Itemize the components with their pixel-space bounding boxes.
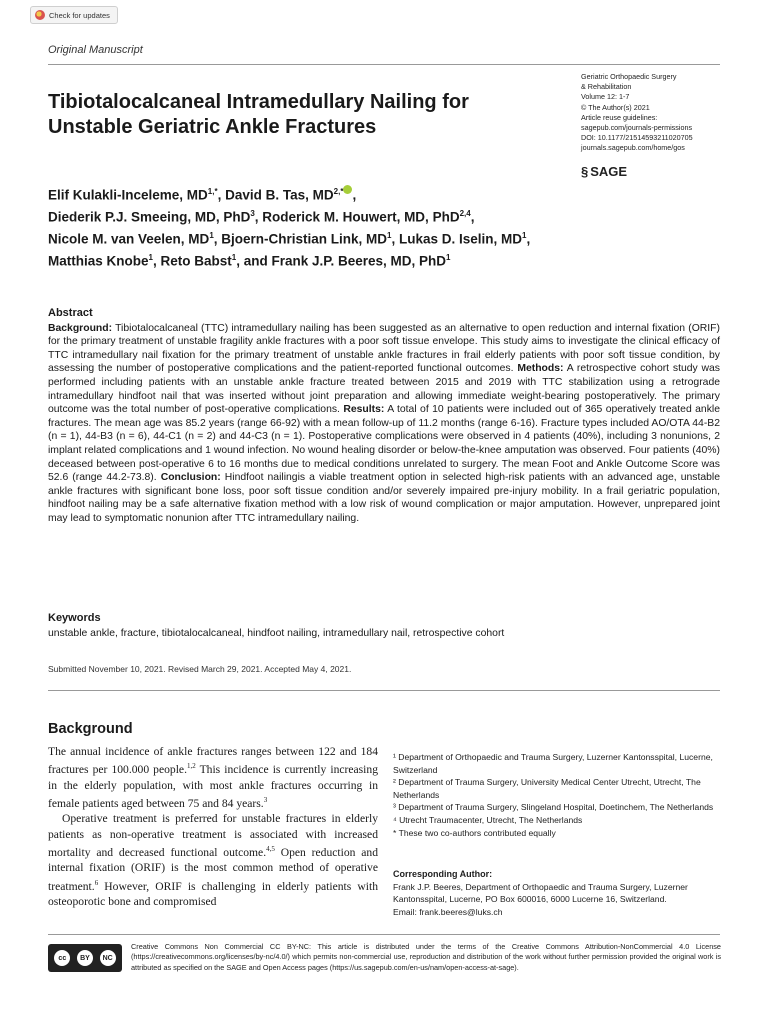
- journal-info-line: Geriatric Orthopaedic Surgery: [581, 72, 677, 81]
- author-separator: ,: [470, 209, 475, 225]
- license-text: Creative Commons Non Commercial CC BY-NC: This article is distributed under the terms of the Creative Commons Attribution-NonCommercial 4.0 License (https://creativecommons.org/licenses/by-nc/4.0/) which permits non-commercial use, reproduction and distribution of the work without further permission provided the original work is attributed as specified on the SAGE and Open Access pages (https://us.sagepub.com/en-us/nam/open-access-at-sage).: [131, 942, 721, 972]
- abstract-background-text: Tibiotalocalcaneal (TTC) intramedullary nailing has been suggested as an alternative to open reduction and internal fixation (ORIF) for the primary treatment of unstable fragility ankle fractures with a poor soft tissue envelope. This study aims to investigate the clinical efficacy of TTC intramedullary nail fixation for the primary treatment of unstable ankle fractures in frail elderly patients with poor soft tissue condition, by assessing the number of postoperative complications and the patient-reported functional outcomes.: [48, 322, 720, 375]
- section-label: Original Manuscript: [48, 44, 143, 56]
- journal-info-line: © The Author(s) 2021: [581, 102, 650, 112]
- background-paragraph-1: [48, 744, 378, 811]
- paragraph-text: The annual incidence of ankle fractures ranges between 122 and 184 fractures per 100.000 people.: [48, 745, 378, 777]
- journal-info: [581, 72, 741, 154]
- author-affiliation-marker: 2,4: [459, 209, 471, 218]
- author-separator: ,: [254, 209, 263, 225]
- paragraph-text: Operative treatment is preferred for unstable fractures in elderly patients as non-operative treatment is associated with increased mortality and decreased functional outcome.: [48, 812, 378, 860]
- citation-link[interactable]: 3: [263, 796, 268, 805]
- corresponding-heading: Corresponding Author:: [393, 869, 493, 879]
- author-separator: ,: [217, 187, 226, 203]
- author-name: Matthias Knobe: [48, 253, 149, 269]
- affiliation-item: ¹ Department of Orthopaedic and Trauma Surgery, Luzerner Kantonsspital, Lucerne, Switzerland: [393, 752, 713, 775]
- affiliation-item: ⁴ Utrecht Traumacenter, Utrecht, The Netherlands: [393, 814, 583, 825]
- dates-divider: [48, 690, 720, 691]
- journal-permissions-link[interactable]: sagepub.com/journals-permissions: [581, 123, 693, 133]
- header-divider: [48, 64, 720, 65]
- article-title: Tibiotalocalcaneal Intramedullary Nailing for Unstable Geriatric Ankle Fractures: [48, 91, 469, 138]
- keywords-heading: Keywords: [48, 612, 101, 624]
- paragraph-text: This incidence is currently increasing in the elderly population, with most ankle fractures occurring in female patients aged between 75 and 84 years.: [48, 763, 378, 810]
- sage-logo-text: SAGE: [590, 164, 628, 179]
- author-separator: , and: [236, 253, 272, 269]
- abstract: [48, 307, 720, 526]
- background-body: [48, 744, 378, 910]
- author-affiliation-marker: 1: [522, 231, 527, 240]
- journal-home-link[interactable]: journals.sagepub.com/home/gos: [581, 143, 685, 153]
- author-separator: ,: [213, 231, 222, 247]
- author-name: Elif Kulakli-Inceleme, MD: [48, 187, 208, 203]
- journal-info-line: Article reuse guidelines:: [581, 112, 658, 122]
- author-list: [48, 183, 688, 271]
- corresponding-author: [393, 868, 723, 918]
- abstract-conclusion-label: Conclusion:: [160, 472, 221, 484]
- abstract-conclusion-text: Hindfoot nailingis a viable treatment option in selected high-risk patients with an advanced age, unstable ankle fractures with significant bone loss, poor soft tissue condition and/or severely impaired pre-injury mobility. In a frail geriatric population, hindfoot nailing may be a safe alternative fixation method with a low risk of wound complication or major amputation. However, unprepared joint may lead to symptomatic nonunion after TTC intramedullary nailing.: [48, 472, 720, 524]
- author-name: Bjoern-Christian Link, MD: [221, 231, 388, 247]
- author-name: Reto Babst: [160, 253, 232, 269]
- author-affiliation-marker: 1: [231, 253, 237, 262]
- background-paragraph-2: [48, 811, 378, 909]
- author-affiliation-marker: 1: [446, 253, 451, 262]
- journal-info-line: & Rehabilitation: [581, 82, 632, 92]
- author-separator: ,: [152, 253, 161, 269]
- submission-dates: Submitted November 10, 2021. Revised March 29, 2021. Accepted May 4, 2021.: [48, 664, 352, 674]
- abstract-results-text: A total of 10 patients were included out of 365 operatively treated ankle fractures. The mean age was 85.2 years (range 66-92) with a mean follow-up of 11.2 months (range 6-16). Fracture types included AO/OTA 44-B2 (n = 1), 44-B3 (n = 6), 44-C1 (n = 2) and 44-C3 (n = 1). Postoperative complications were observed in 4 patients (40%), including 3 nonunions, 2 implant related complications and 1 wound infection. No wound healing disorder or below-the-knee amputation was observed. Four patients (40%) deceased between post-operative 6 to 16 months due to medical conditions unrelated to surgery. The mean Foot and Ankle Outcome Score was 52.6 (range 44.2-73.8).: [48, 404, 720, 484]
- sage-logo: [581, 164, 627, 179]
- paragraph-text: However, ORIF is challenging in elderly patients with osteoporotic bone and compromised: [48, 879, 378, 909]
- keywords: [48, 611, 720, 641]
- affiliations: [393, 751, 723, 839]
- author-separator: ,: [391, 231, 400, 247]
- corresponding-address: Frank J.P. Beeres, Department of Orthopaedic and Trauma Surgery, Luzerner Kantonsspital, Lucerne, PO Box 600016, 6000 Lucerne 16, Switzerland.: [393, 881, 688, 905]
- author-name: Diederik P.J. Smeeing, MD, PhD: [48, 209, 251, 225]
- author-affiliation-marker: 1: [387, 231, 392, 240]
- citation-link[interactable]: 1,2: [186, 762, 196, 771]
- attribution-icon: BY: [77, 950, 93, 966]
- cc-icon: cc: [54, 950, 70, 966]
- author-affiliation-marker: 2,*: [333, 187, 344, 196]
- abstract-background-label: Background:: [48, 322, 113, 334]
- author-separator: ,: [526, 231, 531, 247]
- check-for-updates-button[interactable]: [30, 6, 118, 24]
- doi-link[interactable]: DOI: 10.1177/21514593211020705: [581, 133, 693, 143]
- background-heading: Background: [48, 721, 133, 737]
- author-affiliation-marker: 1: [148, 253, 153, 262]
- author-name: Roderick M. Houwert, MD, PhD: [262, 209, 460, 225]
- author-affiliation-marker: 1,*: [207, 187, 218, 196]
- abstract-methods-text: A retrospective cohort study was performed including patients with an unstable ankle fracture treated between 2015 and 2019 with TTC stabilization using a retrograde intramedullary hindfoot nail that was inserted without joint preparation and allowing immediate weight-bearing postoperatively. The primary outcome was the total number of post-operative complications.: [48, 363, 720, 416]
- abstract-heading: Abstract: [48, 307, 93, 319]
- footer-divider: [48, 934, 720, 935]
- noncommercial-icon: NC: [100, 950, 116, 966]
- corresponding-email[interactable]: Email: frank.beeres@luks.ch: [393, 906, 503, 917]
- abstract-body: [48, 322, 720, 526]
- affiliation-item: ² Department of Trauma Surgery, University Medical Center Utrecht, Utrecht, The Netherlands: [393, 777, 701, 800]
- affiliation-item: ³ Department of Trauma Surgery, Slingeland Hospital, Doetinchem, The Netherlands: [393, 802, 714, 813]
- keywords-text: unstable ankle, fracture, tibiotalocalcaneal, hindfoot nailing, intramedullary nail, retrospective cohort: [48, 628, 505, 639]
- crossmark-icon: [35, 10, 45, 20]
- affiliation-item: * These two co-authors contributed equally: [393, 827, 556, 838]
- sage-s-icon: §: [581, 164, 589, 179]
- author-name: David B. Tas, MD: [225, 187, 334, 203]
- journal-info-line: Volume 12: 1-7: [581, 92, 630, 102]
- check-for-updates-label: Check for updates: [49, 10, 110, 20]
- author-name: Lukas D. Iselin, MD: [399, 231, 523, 247]
- citation-link[interactable]: 4,5: [266, 845, 275, 854]
- citation-link[interactable]: 6: [94, 878, 99, 887]
- author-affiliation-marker: 3: [250, 209, 255, 218]
- author-affiliation-marker: 1: [209, 231, 214, 240]
- author-name: Nicole M. van Veelen, MD: [48, 231, 210, 247]
- abstract-results-label: Results:: [343, 404, 385, 416]
- paragraph-text: Open reduction and internal fixation (ORIF) is the most common method of operative treatment.: [48, 846, 378, 893]
- author-separator: ,: [352, 187, 357, 203]
- cc-license-badge[interactable]: [48, 944, 122, 972]
- abstract-methods-label: Methods:: [517, 363, 564, 375]
- author-name: Frank J.P. Beeres, MD, PhD: [271, 253, 447, 269]
